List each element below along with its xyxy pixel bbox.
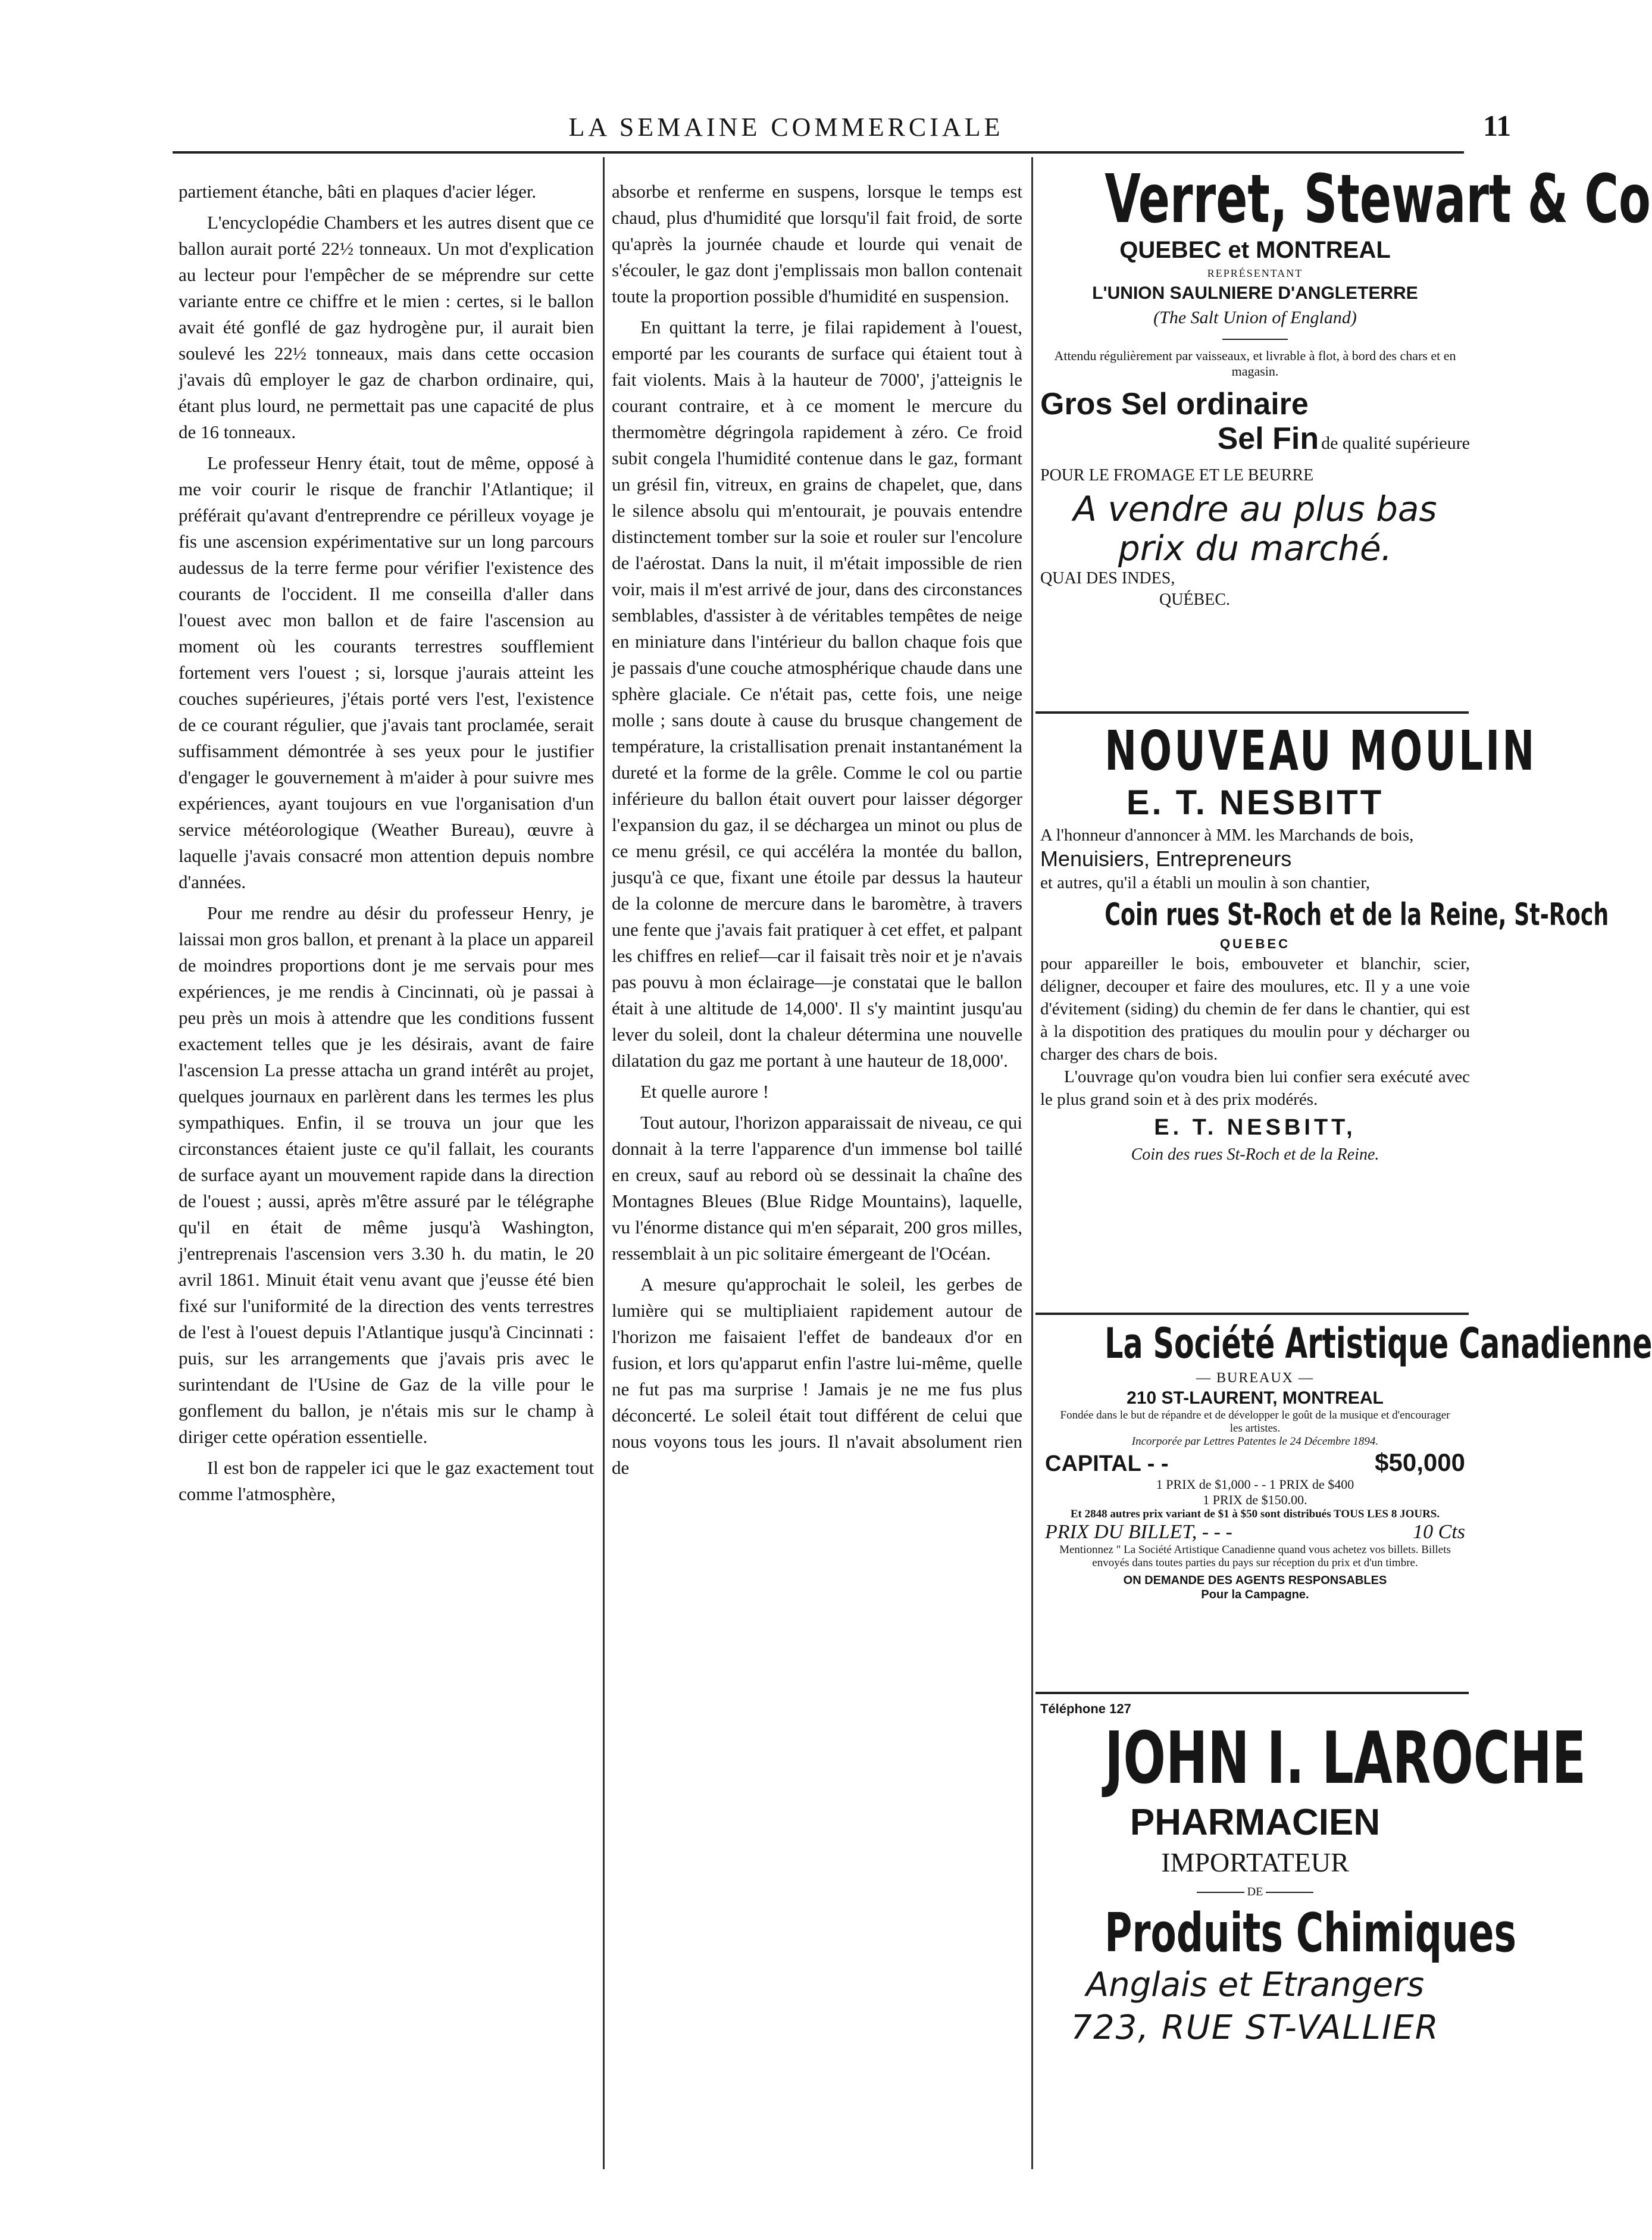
ad-autres: Et 2848 autres prix variant de $1 à $50 sont distribués TOUS LES 8 JOURS. [1070, 1508, 1440, 1520]
ad-de-line [1040, 1880, 1470, 1904]
ad-sel-fin-line [1040, 423, 1470, 462]
paragraph: Il est bon de rappeler ici que le gaz exactement tout comme l'atmosphère, [179, 1457, 594, 1504]
ad-anglais: Anglais et Etrangers [1085, 1966, 1425, 2004]
paragraph: Et quelle aurore ! [640, 1081, 769, 1102]
ad-body: pour appareiller le bois, embouveter et blanchir, scier, déligner, decouper et faire des moulures, etc. Il y a une voie d'évitement (siding) du chemin de fer dans le chantier, qui est à la dispotition des pratiques du moulin pour y décharger ou charger des chars de bois. [1040, 954, 1470, 1064]
ad-address: 210 ST-LAURENT, MONTREAL [1127, 1388, 1384, 1408]
ad-sel-fin-suffix: de qualité supérieure [1321, 433, 1470, 453]
ad-note: Attendu régulièrement par vaisseaux, et livrable à flot, à bord des chars et en magasin. [1054, 348, 1456, 379]
ad-separator [1035, 1692, 1469, 1694]
ad-union: L'UNION SAULNIERE D'ANGLETERRE [1092, 283, 1418, 303]
article-column-2 [612, 179, 1022, 1486]
ad-billet-label: PRIX DU BILLET, - - - [1045, 1521, 1232, 1543]
header-rule [173, 151, 1464, 154]
page-header-title: LA SEMAINE COMMERCIALE [568, 113, 1004, 142]
ad-prix-1: 1 PRIX de $1,000 - - 1 PRIX de $400 [1156, 1477, 1354, 1492]
ad-societe-artistique [1040, 1319, 1652, 1602]
article-column-1 [179, 179, 594, 1512]
ad-de: DE [1247, 1885, 1263, 1898]
ad-capital-label: CAPITAL - - [1045, 1451, 1169, 1476]
ad-telephone: Téléphone 127 [1040, 1701, 1131, 1716]
ad-address: Coin des rues St-Roch et de la Reine. [1131, 1145, 1379, 1164]
paragraph: Le professeur Henry était, tout de même, opposé à me voir courir le risque de franchir l'Atlantique; il préférait qu'avant d'entreprendre ce périlleux voyage je fis une ascension expérimentative sur un long parcours audessus de la terre ferme pour vérifier l'existence des courants de l'occident. Il me conseilla d'aller dans l'ouest avec mon ballon et de faire l'ascension au moment où les courants terrestres soufflemient fortement vers l'ouest ; si, lorsque j'aurais atteint les couches supérieures, j'étais porté vers l'est, l'existence de ce courant régulier, que j'avais tant proclamée, serait suffisamment démontrée à ses yeux pour le justifier d'engager le gouvernement à m'aider à pour suivre mes expériences, ayant toujours en vue l'organisation d'un service météorologique (Weather Bureau), œuvre à laquelle j'avais consacré mon attention depuis nombre d'années. [179, 452, 594, 892]
ad-verret-stewart [1040, 161, 1651, 611]
page-number: 11 [1483, 109, 1512, 142]
ad-location: Coin rues St-Roch et de la Reine, St-Roch [1105, 897, 1609, 933]
ad-signature: E. T. NESBITT, [1154, 1115, 1356, 1140]
ad-bureaux: — BUREAUX — [1196, 1370, 1314, 1386]
ad-name: E. T. NESBITT [1126, 783, 1384, 822]
ad-intro-1: A l'honneur d'annoncer à MM. les Marchands de bois, [1040, 826, 1414, 845]
ad-cities: QUEBEC et MONTREAL [1119, 237, 1391, 263]
ad-laroche [1040, 1700, 1587, 2049]
ad-intro-2: et autres, qu'il a établi un moulin à son chantier, [1040, 873, 1371, 892]
ad-pharmacien: PHARMACIEN [1130, 1802, 1381, 1843]
divider [1222, 339, 1288, 340]
column-rule-2 [1031, 157, 1033, 2169]
ad-capital-line [1040, 1448, 1470, 1477]
ad-mentionnez: Mentionnez " La Société Artistique Canadienne quand vous achetez vos billets. Billets envoyés dans toutes parties du pays sur réception du prix et d'un timbre. [1059, 1544, 1451, 1569]
ad-prix-2: 1 PRIX de $150.00. [1203, 1492, 1307, 1507]
ad-incorporee: Incorporée par Lettres Patentes le 24 Décembre 1894. [1131, 1435, 1379, 1448]
ad-quebec: QUEBEC [1219, 936, 1291, 951]
ad-sel-fin: Sel Fin [1217, 421, 1319, 456]
ad-billet-line [1040, 1521, 1470, 1544]
paragraph: L'encyclopédie Chambers et les autres disent que ce ballon aurait porté 22½ tonneaux. Un mot d'explication au lecteur pour l'empêcher de se méprendre sur cette variante entre ce chiffre et le mien : certes, si le ballon avait été gonflé de gaz hydrogène pur, il aurait bien soulevé les 22½ tonneaux, mais dans cette occasion j'avais dû employer le gaz de charbon ordinaire, qui, étant plus lourd, ne permettait pas une capacité de plus de 16 tonneaux. [179, 212, 594, 442]
ad-name: JOHN I. LAROCHE [1105, 1717, 1587, 1800]
paragraph: Tout autour, l'horizon apparaissait de niveau, ce qui donnait à la terre l'apparence d'un immense bol taillé en creux, sauf au rebord où se dessinait la chaîne des Montagnes Bleues (Blue Ridge Mountains), laquelle, vu l'énorme distance qui m'en séparait, 200 gros milles, ressemblait à un pic solitaire émergeant de l'Océan. [612, 1112, 1022, 1264]
ad-pour: POUR LE FROMAGE ET LE BEURRE [1040, 466, 1314, 485]
column-rule-1 [603, 157, 605, 2169]
ad-produits: Produits Chimiques [1105, 1902, 1517, 1964]
ad-importateur: IMPORTATEUR [1161, 1847, 1349, 1877]
ad-capital-value: $50,000 [1375, 1448, 1465, 1476]
ad-title: La Société Artistique Canadienne [1105, 1319, 1652, 1368]
ad-fondee: Fondée dans le but de répandre et de développer le goût de la musique et d'encourager les artistes. [1060, 1409, 1450, 1435]
ad-billet-value: 10 Cts [1413, 1521, 1465, 1543]
ad-separator [1035, 1313, 1469, 1315]
divider [1197, 1892, 1244, 1893]
ad-nouveau-moulin [1040, 719, 1609, 1166]
ad-separator [1035, 711, 1469, 714]
paragraph: Pour me rendre au désir du professeur Henry, je laissai mon gros ballon, et prenant à la place un appareil de moindres proportions dont je me servais pour mes expériences, je me rendis à Cincinnati, où je passai à peu près un mois à attendre que les conditions fussent exactement telles que je les désirais, avant de faire l'ascension La presse attacha un grand intérêt au projet, quelques journaux en parlèrent dans les termes les plus sympathiques. Enfin, il se trouva un jour que les circonstances étaient juste ce qu'il fallait, les courants de surface ayant un mouvement rapide dans la direction de l'ouest ; aussi, après m'être assuré par le télégraphe qu'il en était de même jusqu'à Washington, j'entreprenais l'ascension vers 3.30 h. du matin, le 20 avril 1861. Minuit était venu avant que j'eusse été bien fixé sur l'uniformité de la direction des vents terrestres de l'est à l'ouest depuis l'Atlantique jusqu'à Cincinnati : puis, sur les arrangements que j'avais pris avec le surintendant de l'Usine de Gaz de la ville pour le gonflement du ballon, je n'étais mis sur le champ à diriger cette opération essentielle. [179, 902, 594, 1447]
ad-quebec: QUÉBEC. [1159, 591, 1230, 609]
ad-vendre: A vendre au plus bas prix du marché. [1073, 489, 1437, 568]
paragraph: En quittant la terre, je filai rapidement à l'ouest, emporté par les courants de surface qui étaient tout à fait violents. Mais à la hauteur de 7000', j'atteignis le courant contraire, et à ce moment le mercure du thermomètre dégringola rapidement à zéro. Ce froid subit congela l'humidité contenue dans le gaz, formant un grésil fin, vitreux, en grains de chapelet, que, dans le silence absolu qui m'entourait, je pouvais entendre distinctement tomber sur la soie et rouler sur l'encolure de l'aérostat. Dans la nuit, il m'était impossible de rien voir, mais il m'est arrivé de jour, dans des circonstances semblables, d'assister à de véritables tempêtes de neige en miniature dans l'intérieur du ballon chaque fois que je passais d'une couche atmosphérique chaude dans une sphère glaciale. Ce n'était pas, cette fois, une neige molle ; sans doute à cause du brusque changement de température, la cristallisation prenait instantanément la dureté et la forme de la grêle. Comme le col ou partie inférieure du ballon était ouvert pour laisser dégorger l'expansion du gaz, il se déchargea un minot ou plus de ce menu grésil, ce qui accéléra la montée du ballon, jusqu'à ce que, fixant une étoile par dessus la hauteur de la colonne de mercure dans le baromètre, à travers une fente que j'avais fait pratiquer à cet effet, et palpant les chiffres en relief—car il faisait très noir et je n'avais pas pouvu à mon éclairage—je constatai que le ballon était à une altitude de 14,000'. Il s'y maintint jusqu'au lever du soleil, dont la chaleur détermina une nouvelle dilatation du gaz me portant à une hauteur de 18,000'. [612, 317, 1022, 1071]
ad-english: (The Salt Union of England) [1153, 308, 1357, 327]
divider [1266, 1892, 1313, 1893]
paragraph: A mesure qu'approchait le soleil, les gerbes de lumière qui se multipliaient rapidement autour de l'horizon me faisaient l'effet de bandeaux d'or en fusion, et lors qu'apparut enfin l'astre lui-même, quelle ne fut pas ma surprise ! Jamais je ne me fus plus déconcerté. Le soleil était tout différent de celui que nous voyons tous les jours. Il n'avait absolument rien de [612, 1274, 1022, 1478]
ad-gros-sel: Gros Sel ordinaire [1040, 387, 1309, 421]
ad-title: NOUVEAU MOULIN [1105, 719, 1537, 783]
ad-campagne: Pour la Campagne. [1201, 1588, 1309, 1601]
ad-menuisiers: Menuisiers, Entrepreneurs [1040, 846, 1292, 871]
paragraph: partiement étanche, bâti en plaques d'acier léger. [179, 181, 537, 202]
ad-quai: QUAI DES INDES, [1040, 569, 1175, 588]
ad-body-2: L'ouvrage qu'on voudra bien lui confier sera exécuté avec le plus grand soin et à des prix modérés. [1040, 1067, 1470, 1109]
paragraph: absorbe et renferme en suspens, lorsque le temps est chaud, plus d'humidité que lorsqu'il fait froid, de sorte qu'après la journée chaude et lourde qui venait de s'écouler, le gaz dont j'emplissais mon ballon contenait toute la proportion possible d'humidité en suspension. [612, 181, 1022, 307]
ad-agents: ON DEMANDE DES AGENTS RESPONSABLES [1123, 1574, 1387, 1587]
ad-address: 723, RUE ST-VALLIER [1071, 2008, 1440, 2047]
ad-representant: REPRÉSENTANT [1207, 267, 1303, 279]
ad-title: Verret, Stewart & Co [1105, 161, 1651, 238]
